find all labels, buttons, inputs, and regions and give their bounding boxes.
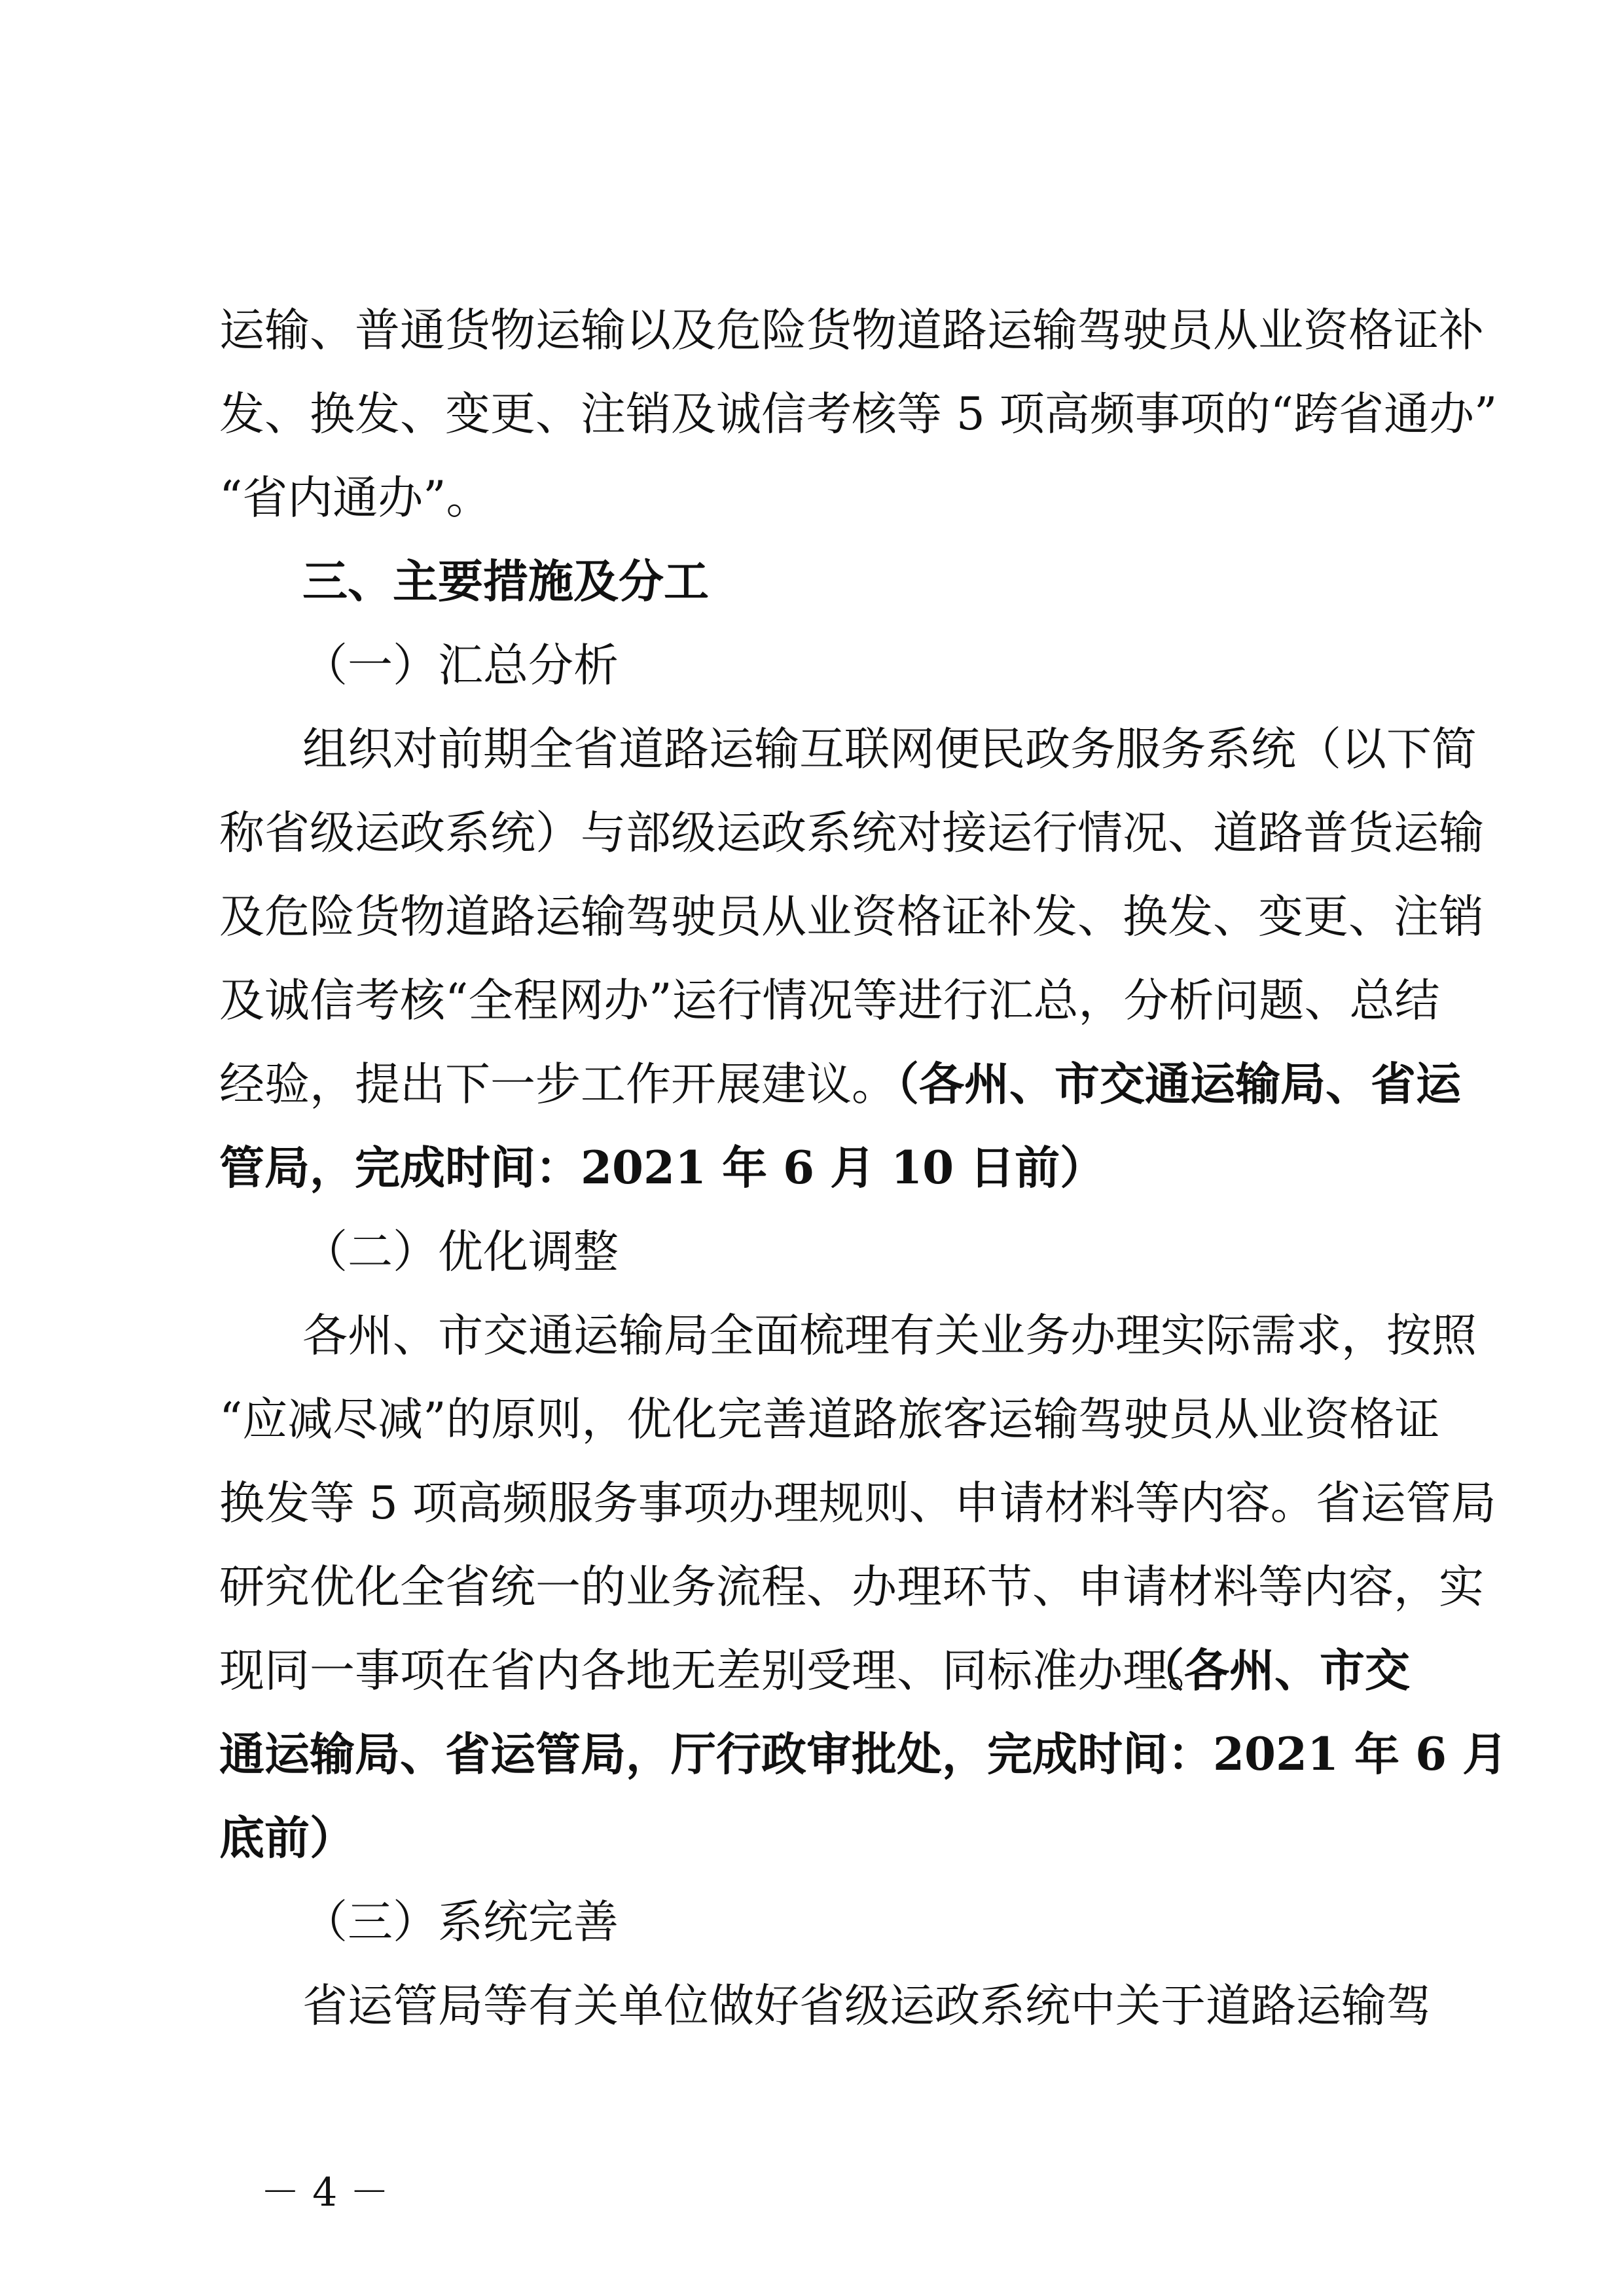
responsibility-note: 通运输局、省运管局，厅行政审批处，完成时间：2021 年 6 月 — [219, 1728, 1508, 1781]
text-line: “省内通办”。 — [219, 472, 492, 524]
responsibility-note: （各州、市交 — [1139, 1644, 1410, 1697]
text-line: 发、换发、变更、注销及诚信考核等 5 项高频事项的“跨省通办” — [219, 388, 1498, 440]
paragraph-line — [0, 958, 1624, 1043]
paragraph-line — [0, 1461, 1624, 1546]
text-line: 称省级运政系统）与部级运政系统对接运行情况、道路普货运输 — [219, 807, 1484, 859]
subsection-heading-text: （三）系统完善 — [302, 1896, 619, 1948]
text-line: 各州、市交通运输局全面梳理有关业务办理实际需求，按照 — [302, 1310, 1477, 1362]
text-line: 运输、普通货物运输以及危险货物道路运输驾驶员从业资格证补 — [219, 304, 1484, 357]
section-heading — [0, 539, 1624, 624]
section-heading-text: 三、主要措施及分工 — [302, 556, 709, 608]
paragraph-line — [0, 1712, 1624, 1797]
text-line: “应减尽减”的原则，优化完善道路旅客运输驾驶员从业资格证 — [219, 1393, 1440, 1446]
text-line: 省运管局等有关单位做好省级运政系统中关于道路运输驾 — [302, 1980, 1432, 2032]
text-line: 换发等 5 项高频服务事项办理规则、申请材料等内容。省运管局 — [219, 1477, 1496, 1530]
paragraph-line — [0, 1628, 1624, 1713]
text-line: 组织对前期全省道路运输互联网便民政务服务系统（以下简 — [302, 723, 1477, 776]
paragraph-line — [0, 1042, 1624, 1127]
text-line: 及危险货物道路运输驾驶员从业资格证补发、换发、变更、注销 — [219, 891, 1484, 943]
responsibility-note: 管局，完成时间：2021 年 6 月 10 日前） — [219, 1141, 1106, 1194]
paragraph-line — [0, 1796, 1624, 1881]
paragraph-line — [0, 1126, 1624, 1211]
paragraph-line — [0, 372, 1624, 457]
text-line: 研究优化全省统一的业务流程、办理环节、申请材料等内容，实 — [219, 1561, 1484, 1613]
paragraph-line — [0, 288, 1624, 373]
text-line: 经验，提出下一步工作开展建议。 — [219, 1058, 897, 1111]
subsection-heading — [0, 1880, 1624, 1965]
paragraph-line — [0, 791, 1624, 876]
subsection-heading — [0, 1210, 1624, 1295]
paragraph-line — [0, 1964, 1624, 2049]
paragraph-line — [0, 874, 1624, 960]
page-number: － 4 － — [261, 2170, 389, 2215]
paragraph-line — [0, 707, 1624, 792]
responsibility-note: （各州、市交通运输局、省运 — [874, 1058, 1461, 1111]
subsection-heading-text: （一）汇总分析 — [302, 639, 619, 692]
paragraph-line — [0, 1545, 1624, 1630]
subsection-heading-text: （二）优化调整 — [302, 1226, 619, 1278]
responsibility-note: 底前） — [219, 1812, 355, 1865]
text-line: 及诚信考核“全程网办”运行情况等进行汇总，分析问题、总结 — [219, 975, 1440, 1027]
subsection-heading — [0, 623, 1624, 708]
paragraph-line — [0, 1377, 1624, 1462]
paragraph-line — [0, 456, 1624, 541]
paragraph-line — [0, 1293, 1624, 1378]
text-line: 现同一事项在省内各地无差别受理、同标准办理。 — [219, 1645, 1213, 1697]
